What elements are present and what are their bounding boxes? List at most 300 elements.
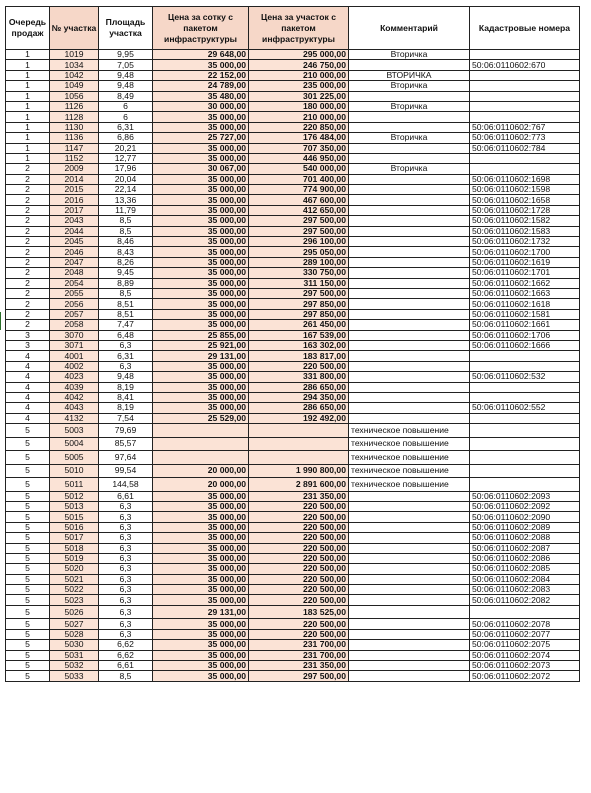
cell-cadastral[interactable]: 50:06:0110602:2092 — [470, 501, 580, 511]
cell-cadastral[interactable]: 50:06:0110602:1732 — [470, 237, 580, 247]
cell-cadastral[interactable]: 50:06:0110602:2087 — [470, 543, 580, 553]
cell-price-per-sotka[interactable]: 35 000,00 — [153, 501, 249, 511]
cell-price-per-plot[interactable]: 331 800,00 — [249, 372, 349, 382]
cell-queue[interactable]: 5 — [6, 501, 50, 511]
cell-price-per-sotka[interactable]: 35 000,00 — [153, 382, 249, 392]
cell-plot-area[interactable]: 20,21 — [99, 143, 153, 153]
cell-cadastral[interactable]: 50:06:0110602:784 — [470, 143, 580, 153]
cell-plot-area[interactable]: 6,3 — [99, 533, 153, 543]
cell-price-per-plot[interactable]: 330 750,00 — [249, 268, 349, 278]
cell-price-per-plot[interactable]: 311 150,00 — [249, 278, 349, 288]
cell-plot-number[interactable]: 5003 — [50, 424, 99, 438]
cell-price-per-plot[interactable]: 297 850,00 — [249, 299, 349, 309]
cell-queue[interactable]: 5 — [6, 464, 50, 478]
cell-plot-area[interactable]: 144,58 — [99, 478, 153, 492]
cell-comment[interactable] — [349, 185, 470, 195]
cell-plot-area[interactable]: 6,3 — [99, 574, 153, 584]
cell-comment[interactable] — [349, 91, 470, 101]
cell-price-per-sotka[interactable]: 25 921,00 — [153, 340, 249, 350]
cell-price-per-plot[interactable]: 235 000,00 — [249, 81, 349, 91]
cell-price-per-plot[interactable]: 220 500,00 — [249, 585, 349, 595]
cell-plot-area[interactable]: 17,96 — [99, 164, 153, 174]
cell-price-per-plot[interactable]: 294 350,00 — [249, 392, 349, 402]
cell-plot-number[interactable]: 5021 — [50, 574, 99, 584]
cell-comment[interactable] — [349, 650, 470, 660]
cell-queue[interactable]: 2 — [6, 299, 50, 309]
cell-price-per-plot[interactable]: 220 500,00 — [249, 522, 349, 532]
cell-cadastral[interactable]: 50:06:0110602:1706 — [470, 330, 580, 340]
cell-plot-number[interactable]: 5032 — [50, 660, 99, 670]
cell-plot-area[interactable]: 6,48 — [99, 330, 153, 340]
cell-plot-number[interactable]: 2044 — [50, 226, 99, 236]
cell-price-per-sotka[interactable]: 20 000,00 — [153, 478, 249, 492]
cell-plot-area[interactable]: 20,04 — [99, 174, 153, 184]
cell-price-per-plot[interactable]: 183 817,00 — [249, 351, 349, 361]
cell-comment[interactable] — [349, 660, 470, 670]
cell-cadastral[interactable]: 50:06:0110602:773 — [470, 133, 580, 143]
cell-price-per-sotka[interactable]: 35 000,00 — [153, 650, 249, 660]
cell-plot-number[interactable]: 3071 — [50, 340, 99, 350]
cell-plot-area[interactable]: 8,49 — [99, 91, 153, 101]
header-comment[interactable]: Комментарий — [349, 7, 470, 50]
cell-comment[interactable]: техническое повышение — [349, 464, 470, 478]
cell-comment[interactable] — [349, 619, 470, 629]
cell-cadastral[interactable]: 50:06:0110602:1701 — [470, 268, 580, 278]
cell-cadastral[interactable]: 50:06:0110602:1728 — [470, 205, 580, 215]
cell-cadastral[interactable]: 50:06:0110602:2088 — [470, 533, 580, 543]
cell-plot-area[interactable]: 6 — [99, 112, 153, 122]
cell-cadastral[interactable]: 50:06:0110602:2090 — [470, 512, 580, 522]
cell-price-per-plot[interactable]: 246 750,00 — [249, 60, 349, 70]
cell-price-per-sotka[interactable]: 30 067,00 — [153, 164, 249, 174]
cell-cadastral[interactable] — [470, 50, 580, 60]
cell-cadastral[interactable]: 50:06:0110602:1666 — [470, 340, 580, 350]
cell-price-per-plot[interactable]: 295 000,00 — [249, 50, 349, 60]
cell-price-per-sotka[interactable]: 35 000,00 — [153, 268, 249, 278]
cell-cadastral[interactable]: 50:06:0110602:1618 — [470, 299, 580, 309]
cell-price-per-sotka[interactable]: 30 000,00 — [153, 101, 249, 111]
cell-price-per-sotka[interactable]: 35 000,00 — [153, 122, 249, 132]
cell-comment[interactable] — [349, 413, 470, 423]
cell-comment[interactable] — [349, 122, 470, 132]
cell-cadastral[interactable]: 50:06:0110602:1700 — [470, 247, 580, 257]
cell-comment[interactable] — [349, 533, 470, 543]
cell-queue[interactable]: 2 — [6, 268, 50, 278]
cell-price-per-sotka[interactable]: 25 727,00 — [153, 133, 249, 143]
cell-plot-number[interactable]: 5028 — [50, 629, 99, 639]
cell-price-per-plot[interactable]: 163 302,00 — [249, 340, 349, 350]
cell-price-per-plot[interactable]: 701 400,00 — [249, 174, 349, 184]
cell-comment[interactable] — [349, 372, 470, 382]
cell-cadastral[interactable]: 50:06:0110602:2072 — [470, 671, 580, 681]
cell-queue[interactable]: 1 — [6, 50, 50, 60]
cell-plot-area[interactable]: 8,51 — [99, 309, 153, 319]
cell-price-per-sotka[interactable]: 25 855,00 — [153, 330, 249, 340]
cell-price-per-plot[interactable]: 446 950,00 — [249, 153, 349, 163]
cell-price-per-sotka[interactable]: 35 000,00 — [153, 533, 249, 543]
cell-plot-number[interactable]: 5019 — [50, 553, 99, 563]
cell-price-per-plot[interactable]: 192 492,00 — [249, 413, 349, 423]
cell-queue[interactable]: 5 — [6, 650, 50, 660]
cell-queue[interactable]: 5 — [6, 574, 50, 584]
cell-price-per-plot[interactable]: 220 500,00 — [249, 501, 349, 511]
cell-price-per-sotka[interactable]: 35 000,00 — [153, 629, 249, 639]
cell-price-per-sotka[interactable]: 35 000,00 — [153, 392, 249, 402]
cell-plot-area[interactable]: 9,95 — [99, 50, 153, 60]
cell-queue[interactable]: 5 — [6, 553, 50, 563]
cell-queue[interactable]: 5 — [6, 512, 50, 522]
cell-price-per-sotka[interactable]: 35 480,00 — [153, 91, 249, 101]
cell-plot-area[interactable]: 6,3 — [99, 340, 153, 350]
cell-price-per-sotka[interactable]: 22 152,00 — [153, 70, 249, 80]
cell-cadastral[interactable]: 50:06:0110602:1658 — [470, 195, 580, 205]
cell-plot-area[interactable]: 13,36 — [99, 195, 153, 205]
cell-price-per-sotka[interactable]: 24 789,00 — [153, 81, 249, 91]
cell-queue[interactable]: 2 — [6, 226, 50, 236]
cell-queue[interactable]: 5 — [6, 491, 50, 501]
cell-plot-number[interactable]: 2057 — [50, 309, 99, 319]
cell-queue[interactable]: 4 — [6, 361, 50, 371]
cell-cadastral[interactable] — [470, 464, 580, 478]
cell-price-per-sotka[interactable]: 35 000,00 — [153, 671, 249, 681]
cell-plot-area[interactable]: 7,47 — [99, 320, 153, 330]
cell-plot-area[interactable]: 85,57 — [99, 437, 153, 451]
cell-queue[interactable]: 2 — [6, 164, 50, 174]
cell-price-per-sotka[interactable]: 35 000,00 — [153, 174, 249, 184]
cell-queue[interactable]: 1 — [6, 101, 50, 111]
cell-plot-area[interactable]: 8,5 — [99, 288, 153, 298]
cell-queue[interactable]: 4 — [6, 403, 50, 413]
cell-plot-number[interactable]: 2009 — [50, 164, 99, 174]
cell-price-per-sotka[interactable]: 35 000,00 — [153, 660, 249, 670]
cell-comment[interactable] — [349, 574, 470, 584]
cell-plot-number[interactable]: 1049 — [50, 81, 99, 91]
cell-cadastral[interactable]: 50:06:0110602:2089 — [470, 522, 580, 532]
cell-price-per-plot[interactable]: 297 500,00 — [249, 216, 349, 226]
cell-queue[interactable]: 2 — [6, 205, 50, 215]
cell-cadastral[interactable] — [470, 101, 580, 111]
cell-plot-area[interactable]: 6,3 — [99, 585, 153, 595]
cell-cadastral[interactable]: 50:06:0110602:2074 — [470, 650, 580, 660]
cell-cadastral[interactable]: 50:06:0110602:2075 — [470, 640, 580, 650]
cell-price-per-plot[interactable]: 210 000,00 — [249, 70, 349, 80]
cell-plot-number[interactable]: 2047 — [50, 257, 99, 267]
cell-plot-number[interactable]: 1152 — [50, 153, 99, 163]
cell-cadastral[interactable]: 50:06:0110602:2085 — [470, 564, 580, 574]
cell-price-per-sotka[interactable]: 35 000,00 — [153, 320, 249, 330]
cell-queue[interactable]: 1 — [6, 81, 50, 91]
cell-price-per-sotka[interactable]: 35 000,00 — [153, 361, 249, 371]
cell-queue[interactable]: 5 — [6, 605, 50, 619]
cell-plot-area[interactable]: 8,89 — [99, 278, 153, 288]
cell-plot-area[interactable]: 12,77 — [99, 153, 153, 163]
cell-plot-number[interactable]: 5027 — [50, 619, 99, 629]
cell-queue[interactable]: 5 — [6, 564, 50, 574]
cell-plot-area[interactable]: 97,64 — [99, 451, 153, 465]
cell-cadastral[interactable] — [470, 70, 580, 80]
cell-plot-area[interactable]: 6,3 — [99, 629, 153, 639]
cell-queue[interactable]: 5 — [6, 585, 50, 595]
cell-comment[interactable] — [349, 585, 470, 595]
cell-queue[interactable]: 5 — [6, 451, 50, 465]
cell-plot-area[interactable]: 8,19 — [99, 403, 153, 413]
cell-cadastral[interactable] — [470, 91, 580, 101]
cell-price-per-plot[interactable] — [249, 437, 349, 451]
cell-comment[interactable] — [349, 60, 470, 70]
cell-price-per-plot[interactable] — [249, 424, 349, 438]
cell-queue[interactable]: 2 — [6, 237, 50, 247]
header-queue[interactable]: Очередь продаж — [6, 7, 50, 50]
cell-plot-number[interactable]: 5033 — [50, 671, 99, 681]
cell-queue[interactable]: 5 — [6, 522, 50, 532]
cell-cadastral[interactable] — [470, 437, 580, 451]
cell-comment[interactable] — [349, 226, 470, 236]
cell-price-per-plot[interactable] — [249, 451, 349, 465]
cell-plot-area[interactable]: 6,31 — [99, 122, 153, 132]
cell-plot-number[interactable]: 5010 — [50, 464, 99, 478]
header-plot-area[interactable]: Площадь участка — [99, 7, 153, 50]
cell-plot-area[interactable]: 6,3 — [99, 619, 153, 629]
cell-price-per-sotka[interactable]: 35 000,00 — [153, 237, 249, 247]
cell-plot-number[interactable]: 4002 — [50, 361, 99, 371]
cell-price-per-plot[interactable]: 286 650,00 — [249, 382, 349, 392]
cell-queue[interactable]: 2 — [6, 247, 50, 257]
cell-price-per-plot[interactable]: 301 225,00 — [249, 91, 349, 101]
cell-price-per-sotka[interactable]: 35 000,00 — [153, 143, 249, 153]
cell-plot-area[interactable]: 8,51 — [99, 299, 153, 309]
cell-comment[interactable]: Вторичка — [349, 81, 470, 91]
cell-plot-area[interactable]: 11,79 — [99, 205, 153, 215]
cell-comment[interactable]: техническое повышение — [349, 478, 470, 492]
cell-plot-number[interactable]: 5012 — [50, 491, 99, 501]
cell-price-per-plot[interactable]: 286 650,00 — [249, 403, 349, 413]
cell-price-per-sotka[interactable]: 35 000,00 — [153, 278, 249, 288]
cell-plot-area[interactable]: 6,3 — [99, 361, 153, 371]
cell-plot-number[interactable]: 1130 — [50, 122, 99, 132]
header-price-per-plot[interactable]: Цена за участок с пакетом инфраструктуры — [249, 7, 349, 50]
cell-plot-area[interactable]: 8,43 — [99, 247, 153, 257]
cell-queue[interactable]: 1 — [6, 70, 50, 80]
cell-plot-area[interactable]: 6,62 — [99, 650, 153, 660]
cell-comment[interactable] — [349, 143, 470, 153]
cell-comment[interactable] — [349, 564, 470, 574]
cell-queue[interactable]: 5 — [6, 595, 50, 605]
cell-plot-number[interactable]: 1136 — [50, 133, 99, 143]
cell-price-per-sotka[interactable] — [153, 424, 249, 438]
cell-plot-area[interactable]: 6,61 — [99, 491, 153, 501]
cell-price-per-plot[interactable]: 297 500,00 — [249, 671, 349, 681]
cell-plot-number[interactable]: 4001 — [50, 351, 99, 361]
cell-price-per-sotka[interactable]: 35 000,00 — [153, 299, 249, 309]
cell-plot-number[interactable]: 2055 — [50, 288, 99, 298]
cell-queue[interactable]: 5 — [6, 619, 50, 629]
cell-comment[interactable] — [349, 522, 470, 532]
cell-price-per-sotka[interactable]: 35 000,00 — [153, 112, 249, 122]
cell-plot-area[interactable]: 6,3 — [99, 543, 153, 553]
cell-price-per-plot[interactable]: 231 350,00 — [249, 491, 349, 501]
cell-cadastral[interactable]: 50:06:0110602:1598 — [470, 185, 580, 195]
cell-queue[interactable]: 4 — [6, 392, 50, 402]
cell-queue[interactable]: 1 — [6, 133, 50, 143]
cell-cadastral[interactable] — [470, 451, 580, 465]
cell-cadastral[interactable] — [470, 153, 580, 163]
cell-queue[interactable]: 5 — [6, 660, 50, 670]
cell-plot-number[interactable]: 2058 — [50, 320, 99, 330]
cell-queue[interactable]: 4 — [6, 382, 50, 392]
cell-comment[interactable] — [349, 491, 470, 501]
cell-plot-number[interactable]: 1128 — [50, 112, 99, 122]
cell-plot-number[interactable]: 2048 — [50, 268, 99, 278]
cell-price-per-plot[interactable]: 467 600,00 — [249, 195, 349, 205]
cell-plot-area[interactable]: 79,69 — [99, 424, 153, 438]
cell-cadastral[interactable]: 50:06:0110602:2086 — [470, 553, 580, 563]
cell-price-per-sotka[interactable]: 35 000,00 — [153, 309, 249, 319]
cell-plot-number[interactable]: 4132 — [50, 413, 99, 423]
cell-comment[interactable] — [349, 501, 470, 511]
cell-comment[interactable] — [349, 268, 470, 278]
cell-price-per-plot[interactable]: 295 050,00 — [249, 247, 349, 257]
cell-price-per-sotka[interactable]: 35 000,00 — [153, 574, 249, 584]
cell-comment[interactable] — [349, 153, 470, 163]
cell-plot-area[interactable]: 6,3 — [99, 595, 153, 605]
cell-queue[interactable]: 5 — [6, 640, 50, 650]
cell-comment[interactable] — [349, 629, 470, 639]
cell-price-per-sotka[interactable]: 35 000,00 — [153, 564, 249, 574]
cell-comment[interactable] — [349, 112, 470, 122]
cell-price-per-plot[interactable]: 412 650,00 — [249, 205, 349, 215]
cell-plot-area[interactable]: 99,54 — [99, 464, 153, 478]
cell-price-per-plot[interactable]: 297 500,00 — [249, 288, 349, 298]
cell-comment[interactable] — [349, 195, 470, 205]
cell-cadastral[interactable] — [470, 413, 580, 423]
cell-price-per-plot[interactable]: 289 100,00 — [249, 257, 349, 267]
cell-comment[interactable] — [349, 403, 470, 413]
cell-cadastral[interactable]: 50:06:0110602:2093 — [470, 491, 580, 501]
cell-plot-number[interactable]: 5026 — [50, 605, 99, 619]
cell-cadastral[interactable]: 50:06:0110602:1619 — [470, 257, 580, 267]
cell-plot-area[interactable]: 8,46 — [99, 237, 153, 247]
cell-price-per-sotka[interactable]: 35 000,00 — [153, 491, 249, 501]
cell-price-per-sotka[interactable]: 35 000,00 — [153, 553, 249, 563]
cell-queue[interactable]: 5 — [6, 478, 50, 492]
cell-plot-number[interactable]: 5013 — [50, 501, 99, 511]
cell-price-per-plot[interactable]: 296 100,00 — [249, 237, 349, 247]
cell-comment[interactable] — [349, 309, 470, 319]
cell-plot-area[interactable]: 6,3 — [99, 605, 153, 619]
cell-plot-area[interactable]: 6,31 — [99, 351, 153, 361]
cell-plot-area[interactable]: 8,5 — [99, 226, 153, 236]
cell-cadastral[interactable]: 50:06:0110602:2083 — [470, 585, 580, 595]
cell-comment[interactable] — [349, 640, 470, 650]
cell-price-per-sotka[interactable]: 25 529,00 — [153, 413, 249, 423]
cell-price-per-sotka[interactable]: 35 000,00 — [153, 512, 249, 522]
cell-price-per-plot[interactable]: 231 350,00 — [249, 660, 349, 670]
cell-price-per-plot[interactable]: 231 700,00 — [249, 650, 349, 660]
cell-cadastral[interactable]: 50:06:0110602:767 — [470, 122, 580, 132]
cell-queue[interactable]: 1 — [6, 153, 50, 163]
cell-comment[interactable] — [349, 392, 470, 402]
cell-plot-area[interactable]: 6,3 — [99, 522, 153, 532]
cell-price-per-sotka[interactable]: 35 000,00 — [153, 522, 249, 532]
cell-comment[interactable] — [349, 320, 470, 330]
cell-plot-number[interactable]: 5018 — [50, 543, 99, 553]
cell-plot-number[interactable]: 2046 — [50, 247, 99, 257]
cell-plot-number[interactable]: 5005 — [50, 451, 99, 465]
cell-queue[interactable]: 1 — [6, 143, 50, 153]
cell-price-per-sotka[interactable]: 29 131,00 — [153, 605, 249, 619]
cell-comment[interactable] — [349, 174, 470, 184]
cell-plot-number[interactable]: 2014 — [50, 174, 99, 184]
cell-plot-number[interactable]: 1042 — [50, 70, 99, 80]
cell-plot-area[interactable]: 22,14 — [99, 185, 153, 195]
cell-price-per-plot[interactable]: 220 500,00 — [249, 619, 349, 629]
cell-price-per-sotka[interactable]: 35 000,00 — [153, 288, 249, 298]
cell-price-per-plot[interactable]: 210 000,00 — [249, 112, 349, 122]
cell-cadastral[interactable]: 50:06:0110602:2073 — [470, 660, 580, 670]
cell-cadastral[interactable] — [470, 361, 580, 371]
cell-queue[interactable]: 3 — [6, 340, 50, 350]
cell-queue[interactable]: 3 — [6, 330, 50, 340]
cell-price-per-plot[interactable]: 220 500,00 — [249, 564, 349, 574]
cell-plot-area[interactable]: 9,48 — [99, 372, 153, 382]
cell-cadastral[interactable] — [470, 112, 580, 122]
cell-price-per-plot[interactable]: 220 500,00 — [249, 574, 349, 584]
cell-cadastral[interactable]: 50:06:0110602:1663 — [470, 288, 580, 298]
cell-plot-area[interactable]: 8,26 — [99, 257, 153, 267]
cell-comment[interactable] — [349, 671, 470, 681]
cell-price-per-plot[interactable]: 220 500,00 — [249, 361, 349, 371]
cell-comment[interactable]: Вторичка — [349, 101, 470, 111]
cell-comment[interactable] — [349, 605, 470, 619]
cell-price-per-sotka[interactable]: 35 000,00 — [153, 195, 249, 205]
cell-queue[interactable]: 2 — [6, 309, 50, 319]
cell-comment[interactable]: ВТОРИЧКА — [349, 70, 470, 80]
cell-price-per-plot[interactable]: 220 500,00 — [249, 629, 349, 639]
cell-price-per-plot[interactable]: 220 500,00 — [249, 595, 349, 605]
cell-price-per-sotka[interactable]: 35 000,00 — [153, 216, 249, 226]
cell-plot-number[interactable]: 4042 — [50, 392, 99, 402]
cell-cadastral[interactable]: 50:06:0110602:2082 — [470, 595, 580, 605]
cell-price-per-plot[interactable]: 1 990 800,00 — [249, 464, 349, 478]
cell-plot-number[interactable]: 5015 — [50, 512, 99, 522]
cell-queue[interactable]: 5 — [6, 437, 50, 451]
cell-cadastral[interactable] — [470, 164, 580, 174]
cell-queue[interactable]: 2 — [6, 174, 50, 184]
cell-queue[interactable]: 2 — [6, 288, 50, 298]
cell-price-per-sotka[interactable]: 35 000,00 — [153, 372, 249, 382]
cell-cadastral[interactable] — [470, 382, 580, 392]
header-price-per-sotka[interactable]: Цена за сотку с пакетом инфраструктуры — [153, 7, 249, 50]
cell-price-per-sotka[interactable]: 35 000,00 — [153, 595, 249, 605]
cell-plot-number[interactable]: 1126 — [50, 101, 99, 111]
cell-comment[interactable]: Вторичка — [349, 50, 470, 60]
cell-plot-area[interactable]: 6,3 — [99, 512, 153, 522]
cell-price-per-sotka[interactable]: 35 000,00 — [153, 257, 249, 267]
cell-comment[interactable] — [349, 257, 470, 267]
cell-cadastral[interactable]: 50:06:0110602:2077 — [470, 629, 580, 639]
header-cadastral[interactable]: Кадастровые номера — [470, 7, 580, 50]
cell-price-per-sotka[interactable]: 35 000,00 — [153, 226, 249, 236]
cell-plot-number[interactable]: 2017 — [50, 205, 99, 215]
cell-price-per-plot[interactable]: 220 500,00 — [249, 512, 349, 522]
cell-comment[interactable]: Вторичка — [349, 133, 470, 143]
cell-plot-number[interactable]: 5016 — [50, 522, 99, 532]
cell-plot-area[interactable]: 8,5 — [99, 216, 153, 226]
cell-price-per-sotka[interactable]: 35 000,00 — [153, 185, 249, 195]
cell-cadastral[interactable]: 50:06:0110602:1662 — [470, 278, 580, 288]
cell-cadastral[interactable] — [470, 605, 580, 619]
cell-plot-number[interactable]: 2043 — [50, 216, 99, 226]
